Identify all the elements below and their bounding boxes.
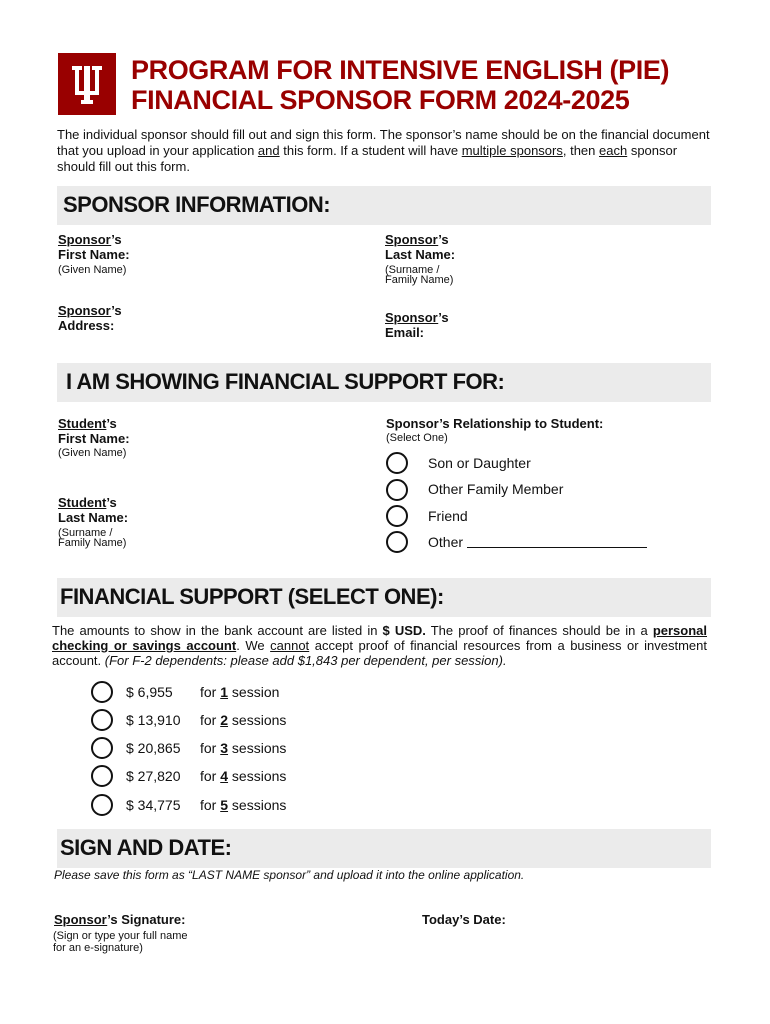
relationship-other-input-line[interactable] xyxy=(467,532,647,548)
amount-value: $ 13,910 xyxy=(126,712,181,728)
relationship-radio-friend[interactable] xyxy=(386,505,408,527)
todays-date-label: Today’s Date: xyxy=(422,912,506,927)
relationship-hint: (Select One) xyxy=(386,432,448,444)
sponsor-last-name-hint: (Surname / Family Name) xyxy=(385,264,454,286)
signature-hint: (Sign or type your full name for an e-signature) xyxy=(53,930,188,954)
sponsor-first-name-label: Sponsor’s First Name: xyxy=(58,232,130,262)
intro-text: this form. If a student will have xyxy=(279,143,462,158)
intro-text: The individual sponsor should fill out and sign this form. The sponsor’s name should be on the financial document that you upload in your application xyxy=(57,127,710,158)
signature-label: Sponsor’s Signature: xyxy=(54,912,186,927)
financial-instructions: The amounts to show in the bank account are listed in $ USD. The proof of finances should be in a personal checking or savings account. We cannot accept proof of financial resources from a business or investment account. (For F-2 dependents: please add $1,843 per dependent, per session). xyxy=(52,623,707,668)
amount-session-label: for 1 session xyxy=(200,684,280,700)
amount-session-label: for 4 sessions xyxy=(200,768,287,784)
student-first-name-label: Student’s First Name: xyxy=(58,416,130,446)
relationship-radio-other[interactable] xyxy=(386,531,408,553)
relationship-label: Sponsor’s Relationship to Student: xyxy=(386,416,604,431)
section-financial-support xyxy=(57,578,711,617)
section-heading: I AM SHOWING FINANCIAL SUPPORT FOR: xyxy=(66,369,505,394)
intro-emphasis-multiple: multiple sponsors xyxy=(461,143,563,158)
amount-radio-2-sessions[interactable] xyxy=(91,709,113,731)
relationship-option-label: Other xyxy=(428,534,464,550)
amount-session-label: for 3 sessions xyxy=(200,740,287,756)
section-sign-and-date xyxy=(57,829,711,868)
form-title xyxy=(131,55,669,115)
amount-session-label: for 2 sessions xyxy=(200,712,287,728)
section-heading: SPONSOR INFORMATION: xyxy=(63,192,331,217)
student-last-name-hint: (Surname / Family Name) xyxy=(58,527,127,549)
title-line-2: FINANCIAL SPONSOR FORM 2024-2025 xyxy=(131,85,630,115)
sponsor-email-label: Sponsor’s Email: xyxy=(385,310,449,340)
sponsor-first-name-hint: (Given Name) xyxy=(58,264,127,276)
amount-radio-3-sessions[interactable] xyxy=(91,737,113,759)
iu-trident-icon xyxy=(58,53,116,115)
student-last-name-label: Student’s Last Name: xyxy=(58,495,129,525)
relationship-option-label: Son or Daughter xyxy=(428,455,531,471)
relationship-option-label: Other Family Member xyxy=(428,481,564,497)
section-heading: SIGN AND DATE: xyxy=(60,835,232,860)
relationship-option-label: Friend xyxy=(428,508,468,524)
amount-radio-1-session[interactable] xyxy=(91,681,113,703)
sponsor-address-label: Sponsor’s Address: xyxy=(58,303,122,333)
intro-text: sponsor should fill out this form. xyxy=(57,143,678,174)
amount-value: $ 6,955 xyxy=(126,684,173,700)
intro-emphasis-and: and xyxy=(257,143,280,158)
iu-logo xyxy=(58,53,116,115)
amount-value: $ 34,775 xyxy=(126,797,181,813)
intro-text: , then xyxy=(562,143,599,158)
amount-radio-4-sessions[interactable] xyxy=(91,765,113,787)
relationship-radio-other-family-member[interactable] xyxy=(386,479,408,501)
relationship-radio-son-or-daughter[interactable] xyxy=(386,452,408,474)
amount-value: $ 20,865 xyxy=(126,740,181,756)
sponsor-last-name-label: Sponsor’s Last Name: xyxy=(385,232,456,262)
student-first-name-hint: (Given Name) xyxy=(58,447,127,459)
intro-paragraph xyxy=(57,127,713,175)
section-sponsor-information xyxy=(57,186,711,225)
save-instructions: Please save this form as “LAST NAME sponsor” and upload it into the online application. xyxy=(54,868,525,882)
title-line-1: PROGRAM FOR INTENSIVE ENGLISH (PIE) xyxy=(131,55,670,85)
intro-emphasis-each: each xyxy=(599,143,628,158)
amount-session-label: for 5 sessions xyxy=(200,797,287,813)
amount-value: $ 27,820 xyxy=(126,768,181,784)
amount-radio-5-sessions[interactable] xyxy=(91,794,113,816)
section-showing-support-for xyxy=(57,363,711,402)
section-heading: FINANCIAL SUPPORT (SELECT ONE): xyxy=(60,584,444,609)
